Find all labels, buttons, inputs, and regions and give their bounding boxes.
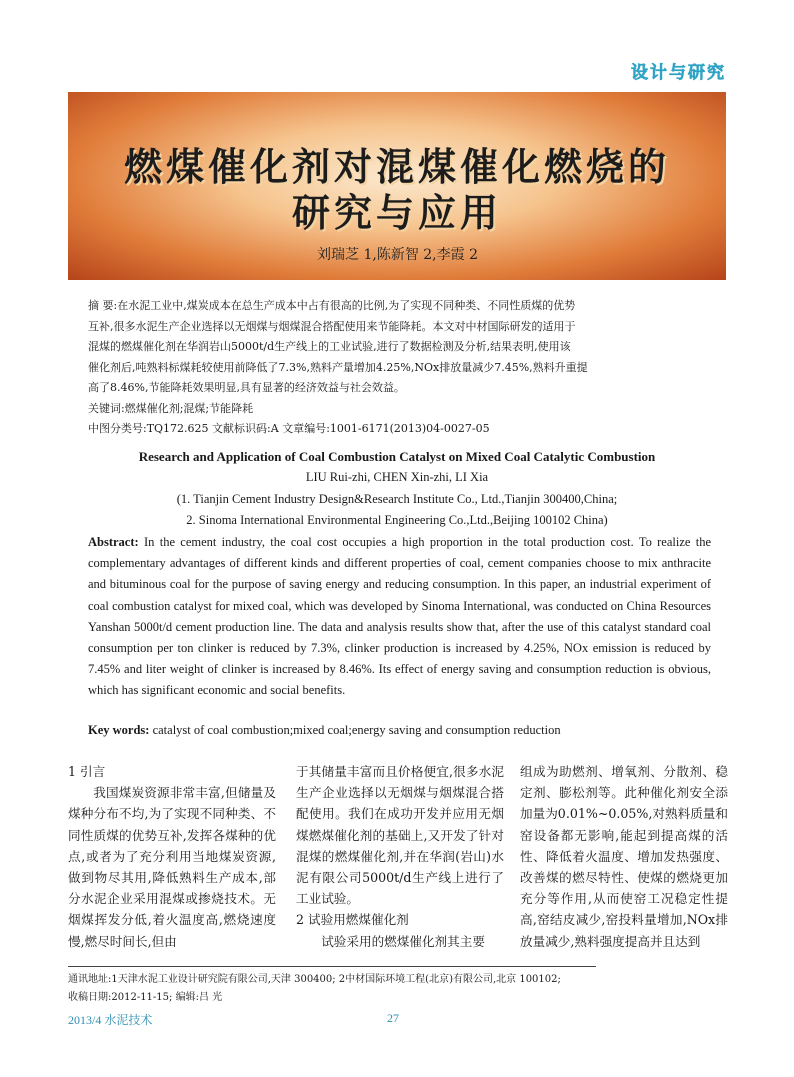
section-heading-2: 2 试验用燃煤催化剂: [296, 912, 409, 928]
keywords-text: catalyst of coal combustion;mixed coal;energy saving and consumption reduction: [152, 723, 561, 737]
paragraph: 组成为助燃剂、增氧剂、分散剂、稳定剂、膨松剂等。此种催化剂安全添加量为0.01%~0.05%,对熟料质量和窑设备都无影响,能起到提高煤的活性、降低着火温度、增加发热强度、改善煤的燃尽特性、使煤的燃烧更加充分等作用,从而使窑工况稳定性提高,窑结皮减少,窑投料量增加,NOx排放量减少,熟料强度提高并且达到: [520, 764, 728, 949]
paragraph: 于其储量丰富而且价格便宜,很多水泥生产企业选择以无烟煤与烟煤混合搭配使用。我们在成功开发并应用无烟煤燃煤催化剂的基础上,又开发了针对混煤的燃煤催化剂,并在华润(岩山)水泥有限公司5000t/d生产线上进行了工业试验。: [296, 764, 504, 907]
authors-cn: 刘瑞芝 1,陈新智 2,李霞 2: [317, 247, 478, 263]
classification-cn: 中图分类号:TQ172.625 文献标识码:A 文章编号:1001-6171(2013)04-0027-05: [88, 422, 490, 435]
keywords-label: Key words:: [88, 723, 150, 737]
abstract-cn-line: 互补,很多水泥生产企业选择以无烟煤与烟煤混合搭配使用来节能降耗。本文对中材国际研发的适用于: [88, 319, 576, 333]
page-number: 27: [387, 1011, 399, 1025]
english-keywords: [88, 720, 711, 741]
section-tag: 设计与研究: [631, 63, 726, 83]
paragraph: 我国煤炭资源非常丰富,但储量及煤种分布不均,为了实现不同种类、不同性质煤的优势互补,发挥各煤种的优点,或者为了充分利用当地煤炭资源,做到物尽其用,降低熟料生产成本,部分水泥企业采用混煤或掺烧技术。无烟煤挥发分低,着火温度高,燃烧速度慢,燃尽时间长,但由: [68, 785, 276, 949]
abstract-text: In the cement industry, the coal cost occupies a high proportion in the total production cost. To realize the complementary advantages of different kinds and different properties of coal, cement companies choose to mix anthracite and bituminous coal for the purpose of saving energy and reducing consumption. In this paper, an industrial experiment of coal combustion catalyst for mixed coal, which was developed by Sinoma International, was conducted on China Resources Yanshan 5000t/d cement production line. The data and analysis results show that, after the use of this catalyst standard coal consumption per ton clinker is reduced by 7.3%, clinker production is increased by 4.25%, NOx emission is reduced by 7.45% and liter weight of clinker is increased by 8.46%. Its effect of energy saving and consumption reduction is obvious, which has significant economic and social benefits.: [88, 535, 712, 698]
english-title: Research and Application of Coal Combustion Catalyst on Mixed Coal Catalytic Combustion: [138, 449, 656, 464]
abstract-cn-line: 混煤的燃煤催化剂在华润岩山5000t/d生产线上的工业试验,进行了数据检测及分析,结果表明,使用该: [88, 340, 571, 353]
abstract-cn-line: 高了8.46%,节能降耗效果明显,具有显著的经济效益与社会效益。: [88, 381, 405, 394]
section-heading-1: 1 引言: [68, 764, 106, 779]
abstract-cn: [88, 296, 708, 440]
title-line-2: 研究与应用: [291, 191, 502, 235]
body-column-3: [520, 761, 728, 952]
abstract-cn-line: 催化剂后,吨熟料标煤耗较使用前降低了7.3%,熟料产量增加4.25%,NOx排放量减少7.45%,熟料升重提: [88, 360, 588, 374]
english-affiliation-2: 2. Sinoma International Environmental Engineering Co.,Ltd.,Beijing 100102 China): [186, 513, 608, 527]
english-abstract: [88, 532, 711, 702]
english-affiliation-1: (1. Tianjin Cement Industry Design&Research Institute Co., Ltd.,Tianjin 300400,China;: [176, 492, 618, 506]
footnote-divider: [68, 966, 596, 967]
title-banner: [68, 92, 726, 280]
keywords-cn: 关键词:燃煤催化剂;混煤;节能降耗: [88, 401, 254, 415]
english-authors: LIU Rui-zhi, CHEN Xin-zhi, LI Xia: [305, 470, 489, 484]
body-column-1: [68, 761, 276, 952]
abstract-cn-line: 摘 要:在水泥工业中,煤炭成本在总生产成本中占有很高的比例,为了实现不同种类、不同性质煤的优势: [88, 299, 576, 312]
footer-journal: 2013/4 水泥技术: [68, 1013, 153, 1027]
body-column-2: [296, 761, 504, 952]
footnote-address: 通讯地址:1天津水泥工业设计研究院有限公司,天津 300400; 2中材国际环境工程(北京)有限公司,北京 100102;: [68, 974, 561, 985]
title-line-1: 燃煤催化剂对混煤催化燃烧的: [123, 145, 670, 189]
paragraph: 试验采用的燃煤催化剂其主要: [321, 933, 485, 949]
abstract-label: Abstract:: [88, 535, 139, 549]
footnote-date: 收稿日期:2012-11-15; 编辑:吕 光: [68, 992, 223, 1003]
